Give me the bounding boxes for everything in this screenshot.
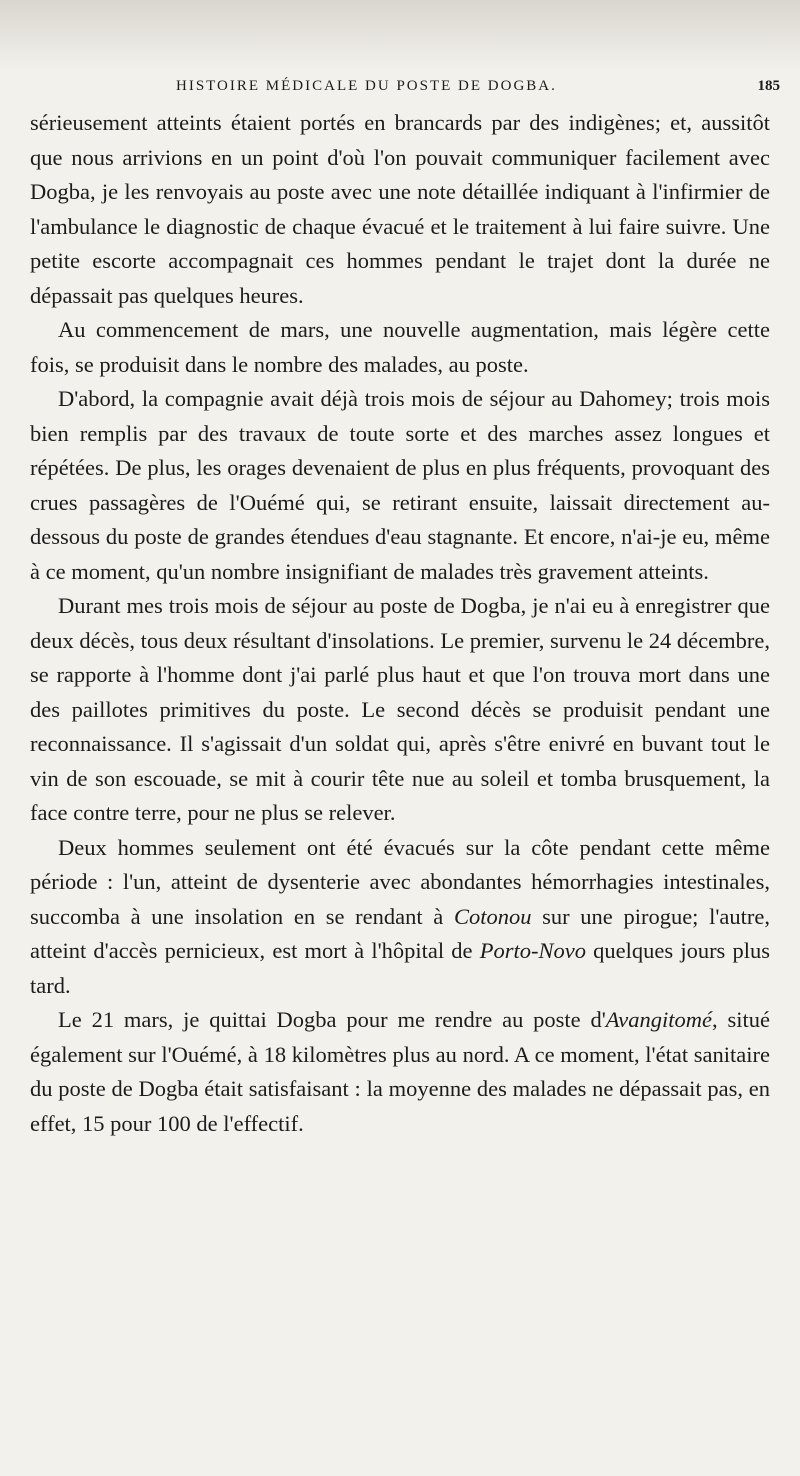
paragraph-2: Au commencement de mars, une nouvelle augmentation, mais légère cette fois, se produisit dans le nombre des malades, au poste. bbox=[30, 317, 770, 377]
page-number: 185 bbox=[757, 78, 780, 94]
paragraph-6: Le 21 mars, je quittai Dogba pour me rendre au poste d'Avangitomé, situé également sur l'Ouémé, à 18 kilomètres plus au nord. A ce moment, l'état sanitaire du poste de Dogba était satisfaisant : la moyenne des malades ne dépassait pas, en effet, 15 pour 100 de l'effectif. bbox=[30, 1007, 770, 1136]
place-name-avangitome: Avangitomé bbox=[605, 1007, 713, 1032]
page-shadow bbox=[0, 0, 800, 70]
body-text bbox=[30, 106, 770, 1141]
place-name-porto-novo: Porto-Novo bbox=[479, 938, 586, 963]
paragraph-1: sérieusement atteints étaient portés en brancards par des indigènes; et, aussitôt que nous arrivions en un point d'où l'on pouvait communiquer facilement avec Dogba, je les renvoyais au poste avec une note détaillée indiquant à l'infirmier de l'ambulance le diagnostic de chaque évacué et le traitement à lui faire suivre. Une petite escorte accompagnait ces hommes pendant le trajet dont la durée ne dépassait pas quelques heures. bbox=[30, 110, 770, 308]
paragraph-5: Deux hommes seulement ont été évacués sur la côte pendant cette même période : l'un, atteint de dysenterie avec abondantes hémorrhagies intestinales, succomba à une insolation en se rendant à Cotonou sur une pirogue; l'autre, atteint d'accès pernicieux, est mort à l'hôpital de Porto-Novo quelques jours plus tard. bbox=[30, 834, 770, 998]
paragraph-4: Durant mes trois mois de séjour au poste de Dogba, je n'ai eu à enregistrer que deux décès, tous deux résultant d'insolations. Le premier, survenu le 24 décembre, se rapporte à l'homme dont j'ai parlé plus haut et que l'on trouva mort dans une des paillotes primitives du poste. Le second décès se produisit pendant une reconnaissance. Il s'agissait d'un soldat qui, après s'être enivré en buvant tout le vin de son escouade, se mit à courir tête nue au soleil et tomba brusquement, la face contre terre, pour ne plus se relever. bbox=[30, 593, 770, 825]
running-title: HISTOIRE MÉDICALE DU POSTE DE DOGBA. bbox=[176, 78, 557, 94]
place-name-cotonou: Cotonou bbox=[453, 903, 532, 929]
paragraph-3: D'abord, la compagnie avait déjà trois mois de séjour au Dahomey; trois mois bien remplis par des travaux de toute sorte et des marches assez longues et répétées. De plus, les orages devenaient de plus en plus fréquents, provoquant des crues passagères de l'Ouémé qui, se retirant ensuite, laissait directement au-dessous du poste de grandes étendues d'eau stagnante. Et encore, n'ai-je eu, même à ce moment, qu'un nombre insignifiant de malades très gravement atteints. bbox=[30, 386, 770, 584]
running-header bbox=[40, 74, 780, 104]
